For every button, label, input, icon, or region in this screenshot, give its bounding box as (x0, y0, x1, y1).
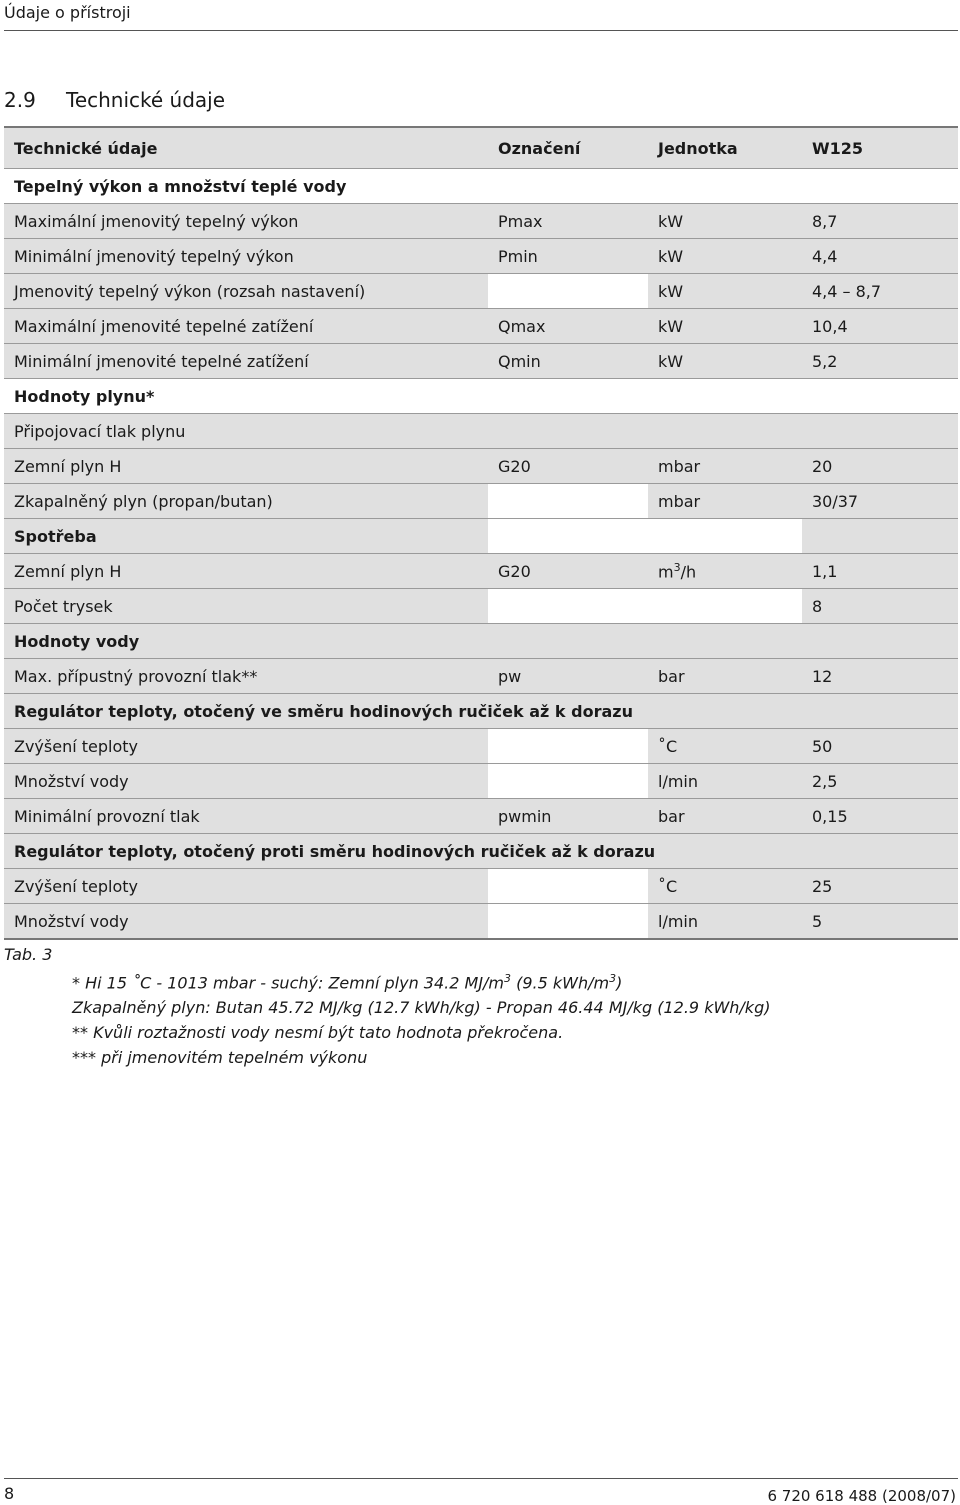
table-subgroup-row (4, 414, 958, 449)
table-row (4, 764, 958, 799)
row-symbol: G20 (488, 554, 648, 589)
section-heading (4, 88, 225, 112)
header-divider (4, 30, 958, 31)
table-group-row (4, 169, 958, 204)
column-header-designation: Označení (488, 127, 648, 169)
row-value: 30/37 (802, 484, 958, 519)
footnote-text: ) (616, 973, 623, 993)
table-row (4, 274, 958, 309)
row-symbol: Qmin (488, 344, 648, 379)
unit-tail: /h (680, 562, 697, 582)
row-unit: l/min (648, 764, 802, 799)
page-number: 8 (4, 1484, 15, 1503)
table-row (4, 659, 958, 694)
empty-cell (488, 519, 802, 554)
row-symbol (488, 729, 648, 764)
row-symbol: Pmax (488, 204, 648, 239)
subgroup-label: Připojovací tlak plynu (4, 414, 958, 449)
row-label: Minimální jmenovité tepelné zatížení (4, 344, 488, 379)
row-value: 5,2 (802, 344, 958, 379)
footnote-nominal-output: *** při jmenovitém tepelném výkonu (72, 1048, 368, 1068)
row-label: Zvýšení teploty (4, 729, 488, 764)
row-value: 8,7 (802, 204, 958, 239)
document-number: 6 720 618 488 (2008/07) (767, 1487, 956, 1505)
row-label: Zkapalněný plyn (propan/butan) (4, 484, 488, 519)
footnote-exponent: 3 (609, 972, 617, 985)
row-label: Zvýšení teploty (4, 869, 488, 904)
row-symbol: pwmin (488, 799, 648, 834)
technical-data-table (4, 126, 958, 940)
row-unit: kW (648, 344, 802, 379)
footnote-gas-values (72, 966, 770, 995)
row-label: Zemní plyn H (4, 554, 488, 589)
row-value: 1,1 (802, 554, 958, 589)
group-label: Regulátor teploty, otočený proti směru hodinových ručiček až k dorazu (4, 834, 958, 869)
row-value: 4,4 – 8,7 (802, 274, 958, 309)
table-group-row (4, 834, 958, 869)
row-label: Jmenovitý tepelný výkon (rozsah nastavení) (4, 274, 488, 309)
section-title: Technické údaje (66, 88, 226, 112)
table-caption: Tab. 3 (4, 945, 53, 964)
table-row (4, 904, 958, 940)
table-group-row (4, 624, 958, 659)
running-header: Údaje o přístroji (4, 3, 131, 22)
table-row (4, 449, 958, 484)
group-label: Hodnoty plynu* (4, 379, 958, 414)
row-symbol: G20 (488, 449, 648, 484)
row-unit: ˚C (648, 869, 802, 904)
row-value: 12 (802, 659, 958, 694)
row-value: 2,5 (802, 764, 958, 799)
row-label: Maximální jmenovité tepelné zatížení (4, 309, 488, 344)
row-symbol (488, 764, 648, 799)
table-row (4, 204, 958, 239)
group-label: Regulátor teploty, otočený ve směru hodinových ručiček až k dorazu (4, 694, 958, 729)
table-row (4, 484, 958, 519)
footnote-exponent: 3 (504, 972, 512, 985)
row-symbol (488, 274, 648, 309)
footnote-lpg-values: Zkapalněný plyn: Butan 45.72 MJ/kg (12.7 kWh/kg) - Propan 46.44 MJ/kg (12.9 kWh/kg) (72, 998, 771, 1018)
row-unit: l/min (648, 904, 802, 940)
group-label: Tepelný výkon a množství teplé vody (4, 169, 958, 204)
row-unit: kW (648, 204, 802, 239)
row-value: 25 (802, 869, 958, 904)
row-value: 0,15 (802, 799, 958, 834)
table-row (4, 589, 958, 624)
table-row (4, 309, 958, 344)
row-value: 8 (802, 589, 958, 624)
unit-exponent: 3 (673, 560, 681, 574)
table-row (4, 344, 958, 379)
row-unit: kW (648, 309, 802, 344)
row-unit: bar (648, 659, 802, 694)
section-number: 2.9 (4, 88, 36, 112)
column-header-model: W125 (802, 127, 958, 169)
row-symbol (488, 484, 648, 519)
row-label: Množství vody (4, 904, 488, 940)
row-unit: mbar (648, 449, 802, 484)
row-value: 5 (802, 904, 958, 940)
row-value: 50 (802, 729, 958, 764)
row-unit: kW (648, 239, 802, 274)
empty-cell (802, 519, 958, 554)
footnote-water-pressure: ** Kvůli roztažnosti vody nesmí být tato hodnota překročena. (72, 1023, 564, 1043)
footnote-text: * Hi 15 ˚C - 1013 mbar - suchý: Zemní plyn 34.2 MJ/m (72, 973, 505, 993)
table-row (4, 799, 958, 834)
row-value: 4,4 (802, 239, 958, 274)
table-row (4, 239, 958, 274)
row-unit: ˚C (648, 729, 802, 764)
row-label: Maximální jmenovitý tepelný výkon (4, 204, 488, 239)
table-row (4, 729, 958, 764)
footnote-text: (9.5 kWh/m (511, 973, 610, 993)
table-header-row (4, 127, 958, 169)
table-group-row (4, 519, 958, 554)
table-row (4, 869, 958, 904)
group-label: Spotřeba (4, 519, 488, 554)
unit-base: m (658, 562, 674, 582)
row-label: Minimální provozní tlak (4, 799, 488, 834)
row-unit: bar (648, 799, 802, 834)
row-label: Množství vody (4, 764, 488, 799)
column-header-technical-data: Technické údaje (4, 127, 488, 169)
row-symbol: Qmax (488, 309, 648, 344)
row-unit: kW (648, 274, 802, 309)
row-symbol (488, 869, 648, 904)
row-value: 10,4 (802, 309, 958, 344)
row-unit (648, 554, 802, 589)
footnotes (72, 966, 770, 1070)
table-row (4, 554, 958, 589)
row-label: Max. přípustný provozní tlak** (4, 659, 488, 694)
table-group-row (4, 694, 958, 729)
row-label: Zemní plyn H (4, 449, 488, 484)
column-header-unit: Jednotka (648, 127, 802, 169)
row-symbol: pw (488, 659, 648, 694)
row-unit: mbar (648, 484, 802, 519)
row-symbol (488, 904, 648, 940)
row-value: 20 (802, 449, 958, 484)
row-symbol (488, 589, 802, 624)
row-symbol: Pmin (488, 239, 648, 274)
row-label: Minimální jmenovitý tepelný výkon (4, 239, 488, 274)
table-group-row (4, 379, 958, 414)
footer-divider (4, 1478, 958, 1479)
row-label: Počet trysek (4, 589, 488, 624)
group-label: Hodnoty vody (4, 624, 958, 659)
